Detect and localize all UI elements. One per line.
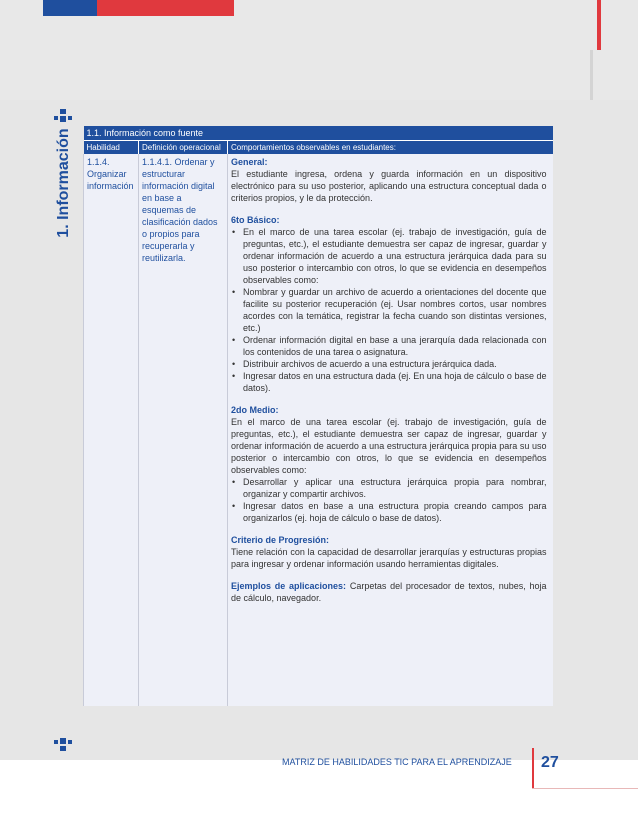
header-tick-grey	[590, 50, 593, 102]
general-block	[231, 156, 547, 204]
footer-rule	[532, 788, 638, 789]
cell-habilidad: 1.1.4. Organizar información	[84, 154, 139, 706]
list-item: • Nombrar y guardar un archivo de acuerdo a orientaciones del docente que facilite su posterior recuperación (ej. Usar nombres cortos, usar nombres acordes con la temática, registrar la fecha cuando son distintas versiones, etc.)	[231, 286, 547, 334]
table-row	[84, 154, 553, 706]
sidebar-section-label: 1. Información	[55, 128, 72, 238]
list-item: • Ingresar datos en una estructura dada (ej. En una hoja de cálculo o base de datos).	[231, 370, 547, 394]
list-item: • Distribuir archivos de acuerdo a una estructura jerárquica dada.	[231, 358, 547, 370]
list-item: • Ingresar datos en base a una estructura propia creando campos para organizarlos (ej. hoja de cálculo o base de datos).	[231, 500, 547, 524]
segundo-title: 2do Medio:	[231, 405, 279, 415]
table-section-title: 1.1. Información como fuente	[84, 126, 553, 141]
flag-stripe-blue	[43, 0, 97, 16]
list-item: • En el marco de una tarea escolar (ej. trabajo de investigación, guía de preguntas, etc.), el estudiante demuestra ser capaz de ingresar, guardar y ordenar información de acuerdo a una estructura jerárquica dada para su uso posterior o intercambio con otros, lo que se evidencia en desempeños observables como:	[231, 226, 547, 286]
list-item: • Ordenar información digital en base a una jerarquía dada relacionada con los contenidos de una tarea o asignatura.	[231, 334, 547, 358]
segundo-text: En el marco de una tarea escolar (ej. trabajo de investigación, guía de preguntas, etc.), el estudiante demuestra ser capaz de ingresar, guardar y ordenar información de acuerdo a una estructura jerárquica propia para su uso posterior o intercambio con otros, lo que se evidencia en desempeños observables como:	[231, 417, 547, 475]
skills-matrix-table	[83, 126, 553, 706]
header-tick-red	[597, 0, 601, 50]
criterio-text: Tiene relación con la capacidad de desarrollar jerarquías y estructuras propias para ingresar y ordenar información usando herramientas digitales.	[231, 547, 547, 569]
general-text: El estudiante ingresa, ordena y guarda información en un dispositivo electrónico para su uso posterior, aplicando una estructura conceptual dada o criterios propios, y le da protección.	[231, 169, 547, 203]
ejemplos-block	[231, 580, 547, 604]
criterio-block	[231, 534, 547, 570]
list-item: • Desarrollar y aplicar una estructura jerárquica propia para nombrar, organizar y compartir archivos.	[231, 476, 547, 500]
corner-ornament-bottom-icon	[54, 738, 72, 752]
table-title-row	[84, 126, 553, 141]
criterio-title: Criterio de Progresión:	[231, 535, 330, 545]
footer-title: MATRIZ DE HABILIDADES TIC PARA EL APRENDIZAJE	[282, 757, 512, 767]
sexto-block	[231, 214, 547, 394]
header-comportamientos: Comportamientos observables en estudiantes:	[228, 141, 553, 155]
page-number: 27	[541, 754, 559, 771]
ejemplos-title: Ejemplos de aplicaciones:	[231, 581, 347, 591]
cell-definicion: 1.1.4.1. Ordenar y estructurar información digital en base a esquemas de clasificación dados o propios para recuperarla y reutilizarla.	[139, 154, 228, 706]
sexto-title: 6to Básico:	[231, 215, 280, 225]
sexto-list	[231, 226, 547, 394]
table-header-row	[84, 141, 553, 155]
segundo-list	[231, 476, 547, 524]
cell-comportamientos	[228, 154, 553, 706]
header-definicion: Definición operacional	[139, 141, 228, 155]
segundo-block	[231, 404, 547, 524]
header-habilidad: Habilidad	[84, 141, 139, 155]
general-title: General:	[231, 157, 268, 167]
ejemplos-text: Carpetas del procesador de textos, nubes, hoja de cálculo, navegador.	[231, 581, 547, 603]
footer-separator	[532, 748, 534, 788]
flag-stripe-red	[97, 0, 234, 16]
